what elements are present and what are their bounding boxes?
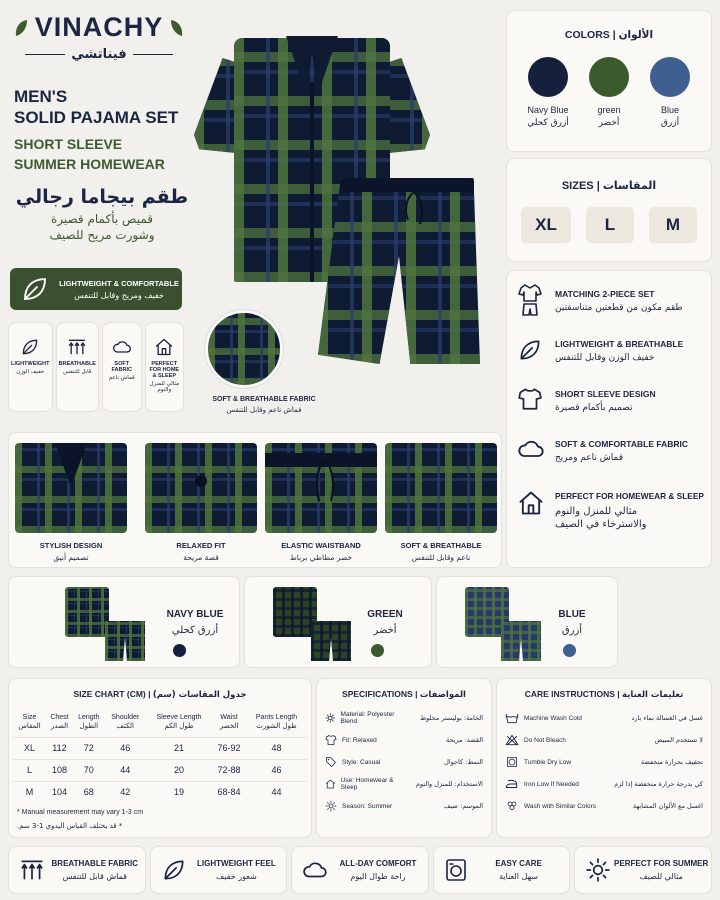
colors-title-ar: الألوان [618,29,654,41]
mini-feature-label: BREATHABLE [58,361,96,367]
cloud-icon [517,435,545,463]
tshirt-icon [517,385,543,413]
airflow-icon [67,337,87,357]
variant-name-ar: أخضر [373,625,397,636]
feature-title-ar-2: والاسترخاء في الصيف [555,519,647,530]
variant-dot [371,644,384,657]
leaf-icon [20,274,50,304]
detail-image-waistband [265,443,377,533]
detail-label-ar: تصميم أنيق [53,553,89,562]
house-icon [154,337,174,357]
table-header-cell: Chest الصدر [50,713,69,730]
care-row: Machine Wash Cold غسل في الغسالة بماء بارد [505,707,703,729]
variant-shorts-thumb [501,621,541,661]
spec-row: Material: Polyester Blend الخامة: بوليستر مخلوط [325,707,483,729]
feature-item [517,487,707,547]
care-row: Iron Low If Needed كي بدرجة حرارة منخفضة إذا لزم [505,773,703,795]
color-swatch[interactable] [650,57,690,97]
fabric-callout-ar: قماش ناعم وقابل للتنفس [226,406,302,414]
spec-row: Season: Summer الموسم: صيف [325,795,483,817]
color-label-ar: أخضر [598,118,620,128]
mini-feature-label: PERFECT FOR HOME & SLEEP [149,361,180,379]
sizes-title-ar: المقاسات [602,179,657,192]
variant-shirt-thumb [273,587,317,637]
variant-shorts-thumb [105,621,145,661]
color-option-green[interactable] [580,57,638,128]
detail-item [265,443,377,562]
color-label-ar: أزرق كحلي [527,118,569,128]
wash-icon [505,712,519,724]
variant-name: GREEN [367,609,403,620]
benefit-item: BREATHABLE FABRIC قماش قابل للتنفس [8,846,146,894]
cloud-icon [302,857,328,883]
feature-title: PERFECT FOR HOMEWEAR & SLEEP [555,491,704,501]
mini-feature-label-ar: قابل للتنفس [63,369,92,375]
headline-line2: SOLID PAJAMA SET [14,108,179,127]
size-chart-title-en: SIZE CHART (CM) [73,689,146,699]
variant-shirt-thumb [65,587,109,637]
headline-ar-sub2: وشورت مريح للصيف [49,228,155,242]
detail-image-button [145,443,257,533]
detail-label-ar: قصة مريحة [183,553,219,562]
bottom-benefit-strip [8,846,712,894]
mini-feature-lightweight [8,322,53,412]
colors-title-en: COLORS [564,29,610,41]
care-row: Do Not Bleach لا تستخدم المبيض [505,729,703,751]
mini-feature-home [145,322,185,412]
mini-feature-label-ar: قماش ناعم [108,375,135,381]
brand-name-ar: فيناتشي [71,47,127,62]
table-header-cell: Shoulder الكتف [111,713,140,730]
fabric-callout-en: SOFT & BREATHABLE FABRIC [212,396,316,403]
detail-item [15,443,127,562]
headline-ar-sub1: قميص بأكمام قصيرة [50,212,154,226]
table-header-cell: Pants Length طول الشورت [255,713,298,730]
detail-item [385,443,497,562]
lightweight-badge [10,268,182,310]
leaf-icon [517,335,543,365]
size-chart: SIZE CHART (CM) | جدول المقاسات (سم) Size المقاس Chest الصدر Length الطول Shoulder الكتف Sleeve Length طول الكم Waist الخصر Pants Length طول الشورت XL 112 72 46 21 76-92 48 L 108 70 44 20 72-88 46 M 104 68 42 19 68-84 44 * Manual measurement may vary 1-3 cm * قد يختلف القياس اليدوي 1-3 سم. [8,678,312,838]
color-swatch[interactable] [528,57,568,97]
iron-icon [505,778,519,790]
benefit-item: LIGHTWEIGHT FEEL شعور خفيف [150,846,288,894]
headline-ar-title: طقم بيجاما رجالي [15,186,189,208]
fabric-swatch [205,310,283,388]
variant-name-ar: أزرق كحلي [171,625,219,636]
feature-title: SHORT SLEEVE DESIGN [555,389,656,399]
feature-item [517,435,705,475]
lightweight-badge-ar: خفيف ومريح وقابل للتنفس [74,290,164,300]
brand-header [8,12,190,72]
mini-feature-label: SOFT FABRIC [111,361,132,373]
house-icon [517,489,545,517]
variant-dot [173,644,186,657]
variant-name: NAVY BLUE [166,609,224,620]
detail-label-ar: خصر مطاطي برباط [289,553,353,562]
washing-machine-icon [444,857,468,883]
pajama-set-icon [517,283,543,317]
mini-feature-soft [102,322,142,412]
similar-colors-icon [505,800,519,812]
tumble-dry-icon [505,756,519,768]
detail-image-collar [15,443,127,533]
house-icon [325,778,336,790]
spec-row: Use: Homewear & Sleep الاستخدام: للمنزل والنوم [325,773,483,795]
detail-label: STYLISH DESIGN [39,541,103,550]
headline-ar [8,186,196,242]
feature-item [517,283,705,323]
size-chart-title-ar: جدول المقاسات (سم) [152,690,247,700]
tag-icon [325,756,337,768]
care-title-en: CARE INSTRUCTIONS [524,689,615,699]
mini-feature-label-ar: مثالي للمنزل والنوم [149,381,180,393]
spec-row: Style: Casual النمط: كاجوال [325,751,483,773]
table-header-cell: Length الطول [78,713,100,730]
variant-green[interactable] [244,576,432,668]
feature-title: MATCHING 2-PIECE SET [555,289,655,299]
variant-name-ar: أزرق [561,625,583,636]
detail-label-ar: ناعم وقابل للتنفس [411,553,471,562]
feature-title-ar: تصميم بأكمام قصيرة [555,403,633,413]
headline-line3: SHORT SLEEVE [14,136,123,152]
feature-item [517,385,705,425]
brand-name: VINACHY [34,12,164,42]
size-chart-note-ar: * قد يختلف القياس اليدوي 1-3 سم. [17,822,123,830]
lightweight-badge-en: LIGHTWEIGHT & COMFORTABLE [59,278,179,288]
variant-navy[interactable] [8,576,240,668]
detail-strip [8,432,502,568]
table-row: L 108 70 44 20 72-88 46 [13,759,307,781]
headline [14,86,199,174]
benefit-item: ALL-DAY COMFORT راحة طوال اليوم [291,846,429,894]
variant-name: BLUE [558,609,586,620]
variant-dot [563,644,576,657]
headline-line1: MEN'S [14,87,68,106]
color-label: Navy Blue [527,105,569,115]
detail-item [145,443,257,562]
size-chart-note: * Manual measurement may vary 1-3 cm [17,809,144,816]
mini-feature-label: LIGHTWEIGHT [11,361,50,367]
color-swatch[interactable] [589,57,629,97]
care-row: Tumble Dry Low تجفيف بحرارة منخفضة [505,751,703,773]
drawstring-icon [305,457,345,507]
care-title-ar: تعليمات العناية [622,690,684,700]
feature-item [517,335,705,375]
size-chart-table [13,707,307,803]
color-option-blue[interactable] [641,57,699,128]
feature-title: LIGHTWEIGHT & BREATHABLE [555,339,684,349]
airflow-icon [19,857,45,883]
sun-icon [325,800,337,812]
detail-label: ELASTIC WAISTBAND [281,541,361,550]
sun-icon [585,857,611,883]
headline-line4: SUMMER HOMEWEAR [14,156,165,172]
feature-title-ar: طقم مكون من قطعتين متناسقتين [555,303,683,313]
fabric-callout [196,396,332,414]
table-row: M 104 68 42 19 68-84 44 [13,781,307,803]
care-panel: CARE INSTRUCTIONS | تعليمات العناية Machine Wash Cold غسل في الغسالة بماء بارد Do Not Bleach لا تستخدم المبيض Tumble Dry Low تجفيف بحرارة منخفضة Iron Low If Needed كي بدرجة حرارة منخفضة إذا لزم Wash with Similar Colors اغسل مع الألوان المشابهة [496,678,712,838]
cloud-icon [112,337,132,357]
size-option-m[interactable]: M [649,207,697,243]
variant-blue[interactable] [436,576,618,668]
benefit-item: PERFECT FOR SUMMER مثالي للصيف [574,846,712,894]
leaf-icon [161,857,187,883]
material-icon [325,712,336,724]
no-bleach-icon [505,734,519,746]
tshirt-icon [325,734,337,746]
feature-title-ar: خفيف الوزن وقابل للتنفس [555,353,655,363]
table-row: XL 112 72 46 21 76-92 48 [13,737,307,759]
mini-feature-breathable [56,322,99,412]
spec-row: Fit: Relaxed القصة: مريحة [325,729,483,751]
variant-shorts-thumb [311,621,351,661]
feature-title: SOFT & COMFORTABLE FABRIC [555,439,688,449]
hero-shorts [318,178,480,364]
size-option-xl[interactable]: XL [521,207,571,243]
color-option-navy[interactable] [519,57,577,128]
detail-label: RELAXED FIT [176,541,226,550]
detail-label: SOFT & BREATHABLE [400,541,482,550]
leaf-left-icon [13,18,29,38]
spec-title-en: SPECIFICATIONS [342,689,413,699]
mini-features [8,322,184,412]
sizes-panel: SIZES | المقاسات XL L M [506,158,712,262]
leaf-icon [20,337,40,357]
size-option-l[interactable]: L [586,207,634,243]
table-header-cell: Size المقاس [18,713,41,730]
color-label-ar: أزرق [660,118,680,128]
feature-title-ar: قماش ناعم ومريح [555,453,624,463]
specifications-panel: SPECIFICATIONS | المواصفات Material: Polyester Blend الخامة: بوليستر مخلوط Fit: Relaxed القصة: مريحة Style: Casual النمط: كاجوال Use: Homewear & Sleep الاستخدام: للمنزل والنوم Season: Summer الموسم: صيف [316,678,492,838]
feature-list [506,270,712,568]
table-header-cell: Sleeve Length طول الكم [156,713,202,730]
table-header-row [13,707,307,737]
colors-panel: COLORS | الألوان Navy Blue أزرق كحلي green أخضر Blue أزرق [506,10,712,152]
color-label: Blue [660,105,679,115]
care-row: Wash with Similar Colors اغسل مع الألوان المشابهة [505,795,703,817]
mini-feature-label-ar: خفيف الوزن [16,369,45,375]
detail-image-fabric [385,443,497,533]
sizes-title-en: SIZES [561,180,594,192]
table-header-cell: Waist الخصر [219,713,239,730]
shirt-placket [310,82,314,282]
drawstring-icon [394,190,434,230]
feature-title-ar: مثالي للمنزل والنوم [555,506,638,517]
spec-title-ar: المواصفات [419,690,466,700]
color-label: green [597,105,621,115]
benefit-item: EASY CARE سهل العناية [433,846,571,894]
leaf-right-icon [169,18,185,38]
